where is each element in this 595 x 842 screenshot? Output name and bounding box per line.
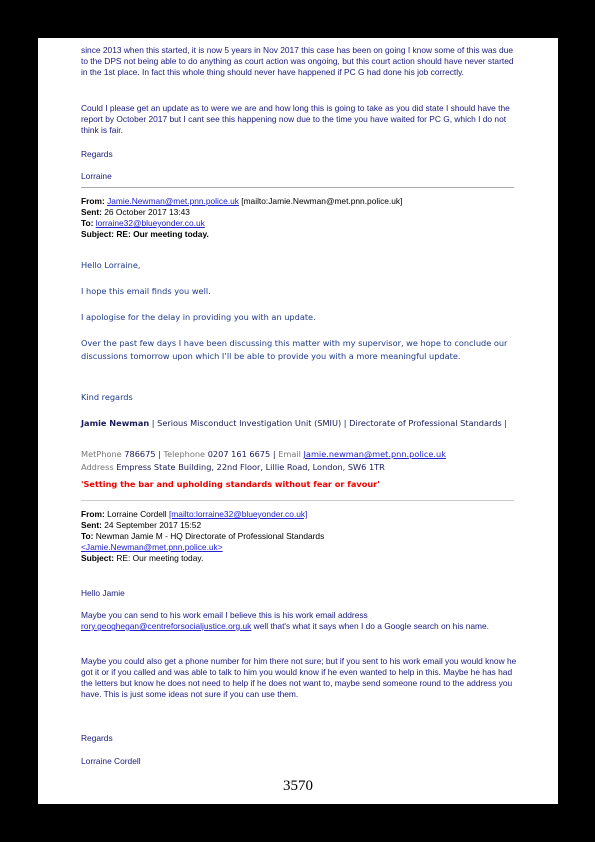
email2-signature-block: [81, 417, 521, 430]
to-label: To:: [81, 218, 94, 228]
subject-value: RE: Our meeting today.: [116, 229, 209, 239]
rory-email-link[interactable]: rory.geoghegan@centreforsocialjustice.org.uk: [81, 621, 252, 631]
subject-value: RE: Our meeting today.: [116, 553, 204, 563]
to-value: Newman Jamie M - HQ Directorate of Professional Standards: [95, 531, 325, 541]
motto: 'Setting the bar and upholding standards without fear or favour': [81, 479, 380, 489]
sent-value: 26 October 2017 13:43: [104, 207, 190, 217]
to-email-link[interactable]: lorraine32@blueyonder.co.uk: [95, 218, 205, 228]
from-label: From:: [81, 196, 105, 206]
email3-signature: Lorraine Cordell: [81, 756, 141, 766]
telephone-value: 0207 161 6675 |: [205, 449, 279, 459]
to-email-link[interactable]: <Jamie.Newman@met.pnn.police.uk>: [81, 542, 223, 552]
metphone-value: 786675 |: [121, 449, 164, 459]
email3-regards: Regards: [81, 733, 113, 743]
address-line: [81, 461, 521, 474]
top-regards: Regards: [81, 149, 113, 159]
separator: [81, 187, 514, 188]
top-paragraph-1: since 2013 when this started, it is now 5 years in Nov 2017 this case has been on going I know some of this was due to the DPS not being able to do anything as court action was ongoing, but this court action should have never started in the 1st place. In fact this whole thing should never have happened if PC G had done his job correctly.: [81, 45, 514, 77]
signature-name: Jamie Newman: [81, 418, 150, 428]
contact-line: [81, 448, 521, 461]
paragraph-text: well that's what it says when I do a Google search on his name.: [251, 621, 489, 631]
email2-signoff: Kind regards: [81, 392, 133, 402]
document-page: [38, 38, 558, 804]
from-email-link[interactable]: Jamie.Newman@met.pnn.police.uk: [107, 196, 239, 206]
page-number: 3570: [283, 778, 313, 794]
paragraph-text: Maybe you can send to his work email I believe this is his work email address: [81, 610, 368, 620]
address-label: Address: [81, 462, 114, 472]
signature-unit: | Serious Misconduct Investigation Unit (SMIU) | Directorate of Professional Standards |: [149, 418, 508, 428]
metphone-label: MetPhone: [81, 449, 122, 459]
subject-label: Subject:: [81, 229, 115, 239]
from-value: Lorraine Cordell: [107, 509, 167, 519]
address-value: Empress State Building, 22nd Floor, Lillie Road, London, SW6 1TR: [113, 462, 385, 472]
signature-email-link[interactable]: Jamie.newman@met.pnn.police.uk: [303, 449, 446, 459]
sent-label: Sent:: [81, 207, 102, 217]
from-label: From:: [81, 509, 105, 519]
email-label: Email: [278, 449, 301, 459]
top-signature: Lorraine: [81, 171, 112, 181]
email3-greeting: Hello Jamie: [81, 588, 125, 598]
email2-line-1: I hope this email finds you well.: [81, 286, 211, 296]
from-mailto-link[interactable]: [mailto:lorraine32@blueyonder.co.uk]: [168, 509, 308, 519]
top-paragraph-2: Could I please get an update as to were we are and how long this is going to take as you did state I should have the report by October 2017 but I cant see this happening now due to the time you have waited for PC G, which I do not think is fair.: [81, 103, 510, 135]
from-mailto[interactable]: [mailto:Jamie.Newman@met.pnn.police.uk]: [241, 196, 403, 206]
email-header-3: [81, 509, 521, 564]
email-header-2: [81, 196, 521, 240]
email2-line-3: Over the past few days I have been discussing this matter with my supervisor, we hope to conclude our discussions tomorrow upon which I’ll be able to provide you with a more meaningful update.: [81, 338, 508, 361]
to-label: To:: [81, 531, 94, 541]
separator: [81, 500, 514, 501]
email3-paragraph-2: Maybe you could also get a phone number for him there not sure; but if you sent to his work email you would know he got it or if you called and was able to talk to him you would know if he even wanted to help in this. Maybe he has had the letters but know he does not need to help if he does not want to, maybe send someone round to the address you have. This is just some ideas not sure if you can use them.: [81, 656, 517, 699]
sent-label: Sent:: [81, 520, 102, 530]
subject-label: Subject:: [81, 553, 115, 563]
email3-paragraph-1: [81, 610, 521, 632]
email2-line-2: I apologise for the delay in providing you with an update.: [81, 312, 316, 322]
email2-greeting: Hello Lorraine,: [81, 260, 141, 270]
telephone-label: Telephone: [163, 449, 206, 459]
sent-value: 24 September 2017 15:52: [104, 520, 202, 530]
